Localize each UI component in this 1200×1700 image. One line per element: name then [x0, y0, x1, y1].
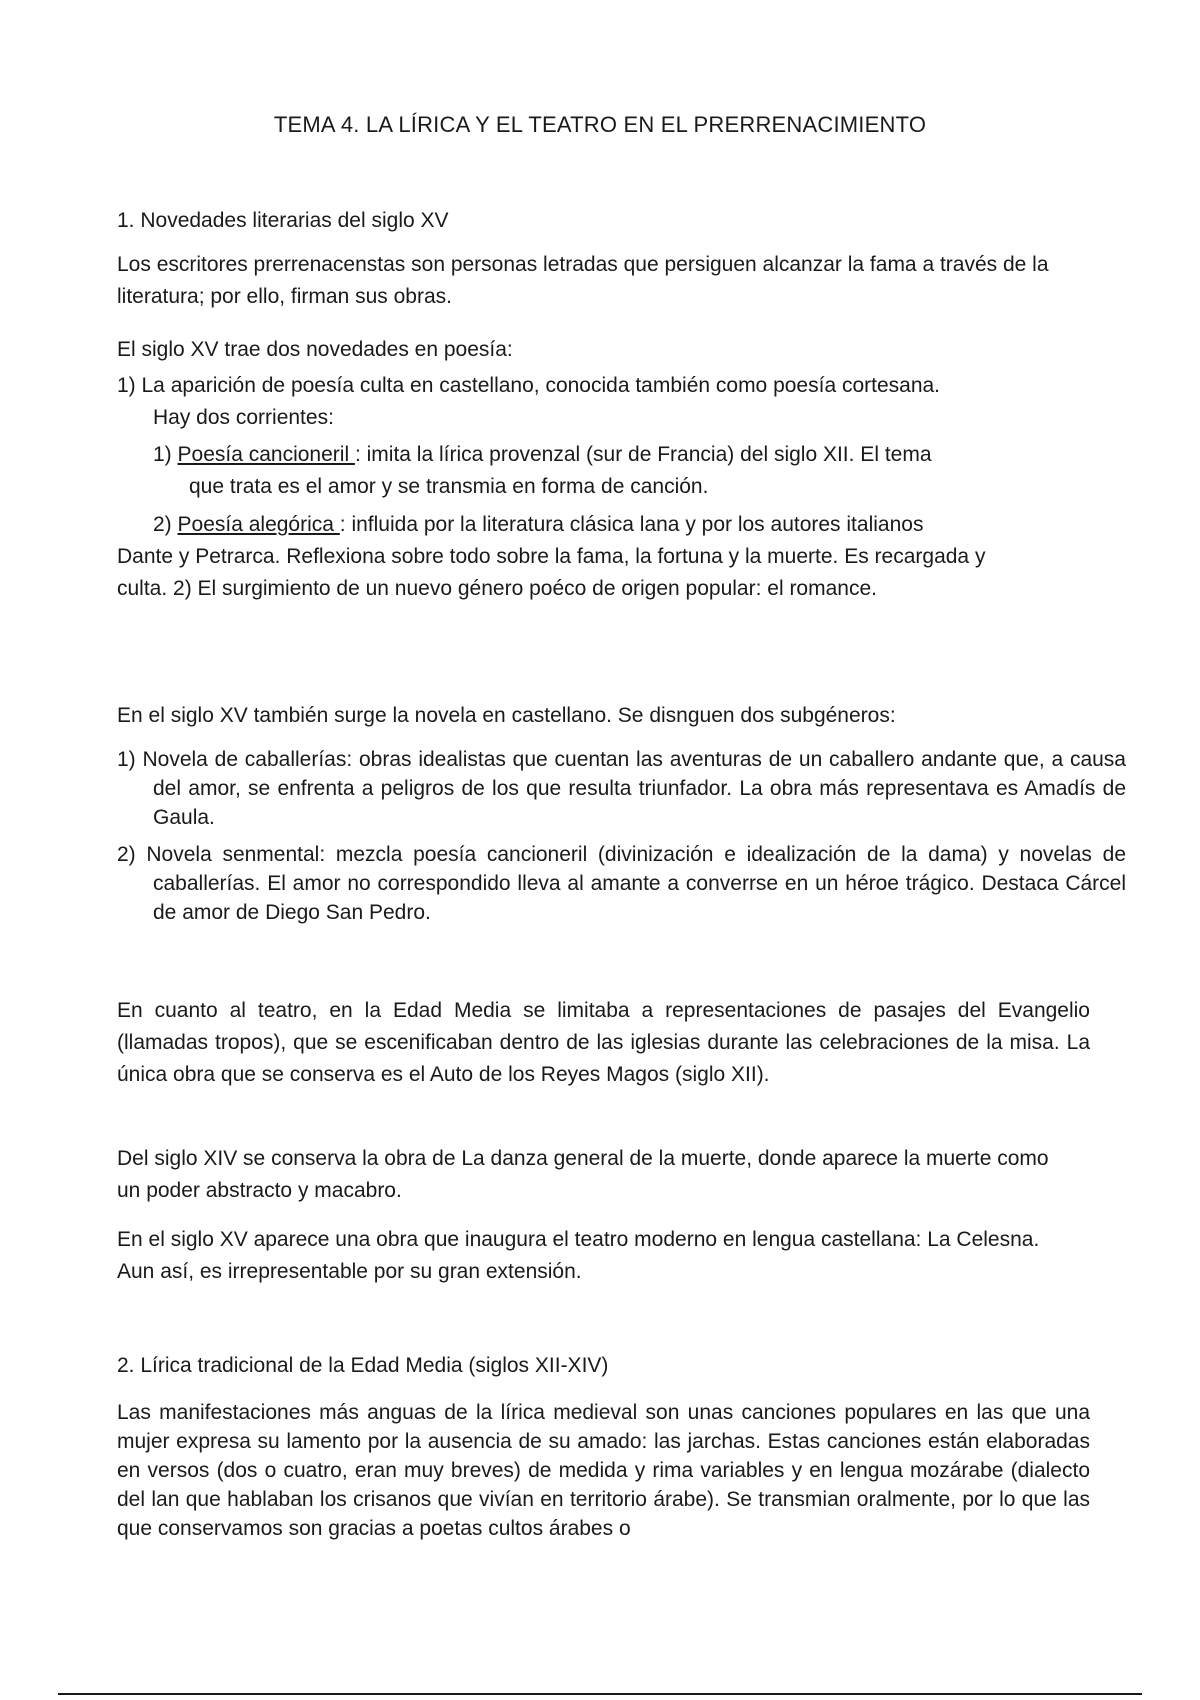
subitem-2-text: : influida por la literatura clásica lana y por los autores italianos [339, 513, 924, 536]
section1-item-1-line1: 1) La aparición de poesía culta en castellano, conocida también como poesía cortesana. [117, 374, 941, 397]
section1-subitem-2-continuation: Dante y Petrarca. Reflexiona sobre todo sobre la fama, la fortuna y la muerte. Es recargada y culta. 2) El surgimiento de un nuevo género poéco de origen popular: el romance. [117, 545, 986, 600]
subitem-1-text: : imita la lírica provenzal (sur de Francia) del siglo XII. El tema [354, 443, 932, 466]
section1-paragraph-1: Los escritores prerrenacenstas son personas letradas que persiguen alcanzar la fama a través de la literatura; por ello, firman sus obras. [117, 253, 1049, 308]
section1-item-1-line2: Hay dos corrientes: [153, 406, 334, 429]
subitem-1-continuation: que trata es el amor y se transmia en forma de canción. [189, 475, 709, 498]
subitem-1-number: 1) [153, 443, 178, 466]
section2-heading: 2. Lírica tradicional de la Edad Media (siglos XII-XIV) [117, 1354, 609, 1377]
subitem-2-term: Poesía alegórica [177, 513, 340, 536]
novela-item-2: 2) Novela senmental: mezcla poesía cancioneril (divinización e idealización de la dama) y novelas de caballerías. El amor no correspondido lleva al amante a converrse en un héroe trágico. Destaca Cárcel de amor de Diego San Pedro. [117, 843, 1126, 924]
subitem-1-term: Poesía cancioneril [177, 443, 355, 466]
novela-item-1: 1) Novela de caballerías: obras idealistas que cuentan las aventuras de un caballero andante que, a causa del amor, se enfrenta a peligros de los que resulta triunfador. La obra más representava es Amadís de Gaula. [117, 748, 1126, 829]
novela-intro: En el siglo XV también surge la novela en castellano. Se disnguen dos subgéneros: [117, 704, 896, 727]
section2-paragraph-1: Las manifestaciones más anguas de la lírica medieval son unas canciones populares en las que una mujer expresa su lamento por la ausencia de su amado: las jarchas. Estas canciones están elaboradas en versos (dos o cuatro, eran muy breves) de medida y rima variables y en lengua mozárabe (dialecto del lan que hablaban los crisanos que vivían en territorio árabe). Se transmian oralmente, por lo que las que conservamos son gracias a poetas cultos árabes o [117, 1401, 1090, 1540]
section1-subitem-2 [117, 509, 1090, 541]
teatro-paragraph-3: En el siglo XV aparece una obra que inaugura el teatro moderno en lengua castellana: La Celesna. Aun así, es irrepresentable por su gran extensión. [117, 1228, 1040, 1283]
teatro-paragraph-1: En cuanto al teatro, en la Edad Media se limitaba a representaciones de pasajes del Evangelio (llamadas tropos), que se escenificaban dentro de las iglesias durante las celebraciones de la misa. La única obra que se conserva es el Auto de los Reyes Magos (siglo XII). [117, 999, 1090, 1086]
subitem-2-number: 2) [153, 513, 178, 536]
section1-paragraph-2: El siglo XV trae dos novedades en poesía: [117, 338, 513, 361]
page-bottom-rule [58, 1693, 1142, 1695]
section1-subitem-1 [117, 439, 1090, 503]
teatro-paragraph-2: Del siglo XIV se conserva la obra de La danza general de la muerte, donde aparece la muerte como un poder abstracto y macabro. [117, 1147, 1049, 1202]
section1-heading: 1. Novedades literarias del siglo XV [117, 209, 449, 232]
page-title: TEMA 4. LA LÍRICA Y EL TEATRO EN EL PRERRENACIMIENTO [273, 112, 927, 137]
section1-item-1 [117, 370, 1090, 434]
